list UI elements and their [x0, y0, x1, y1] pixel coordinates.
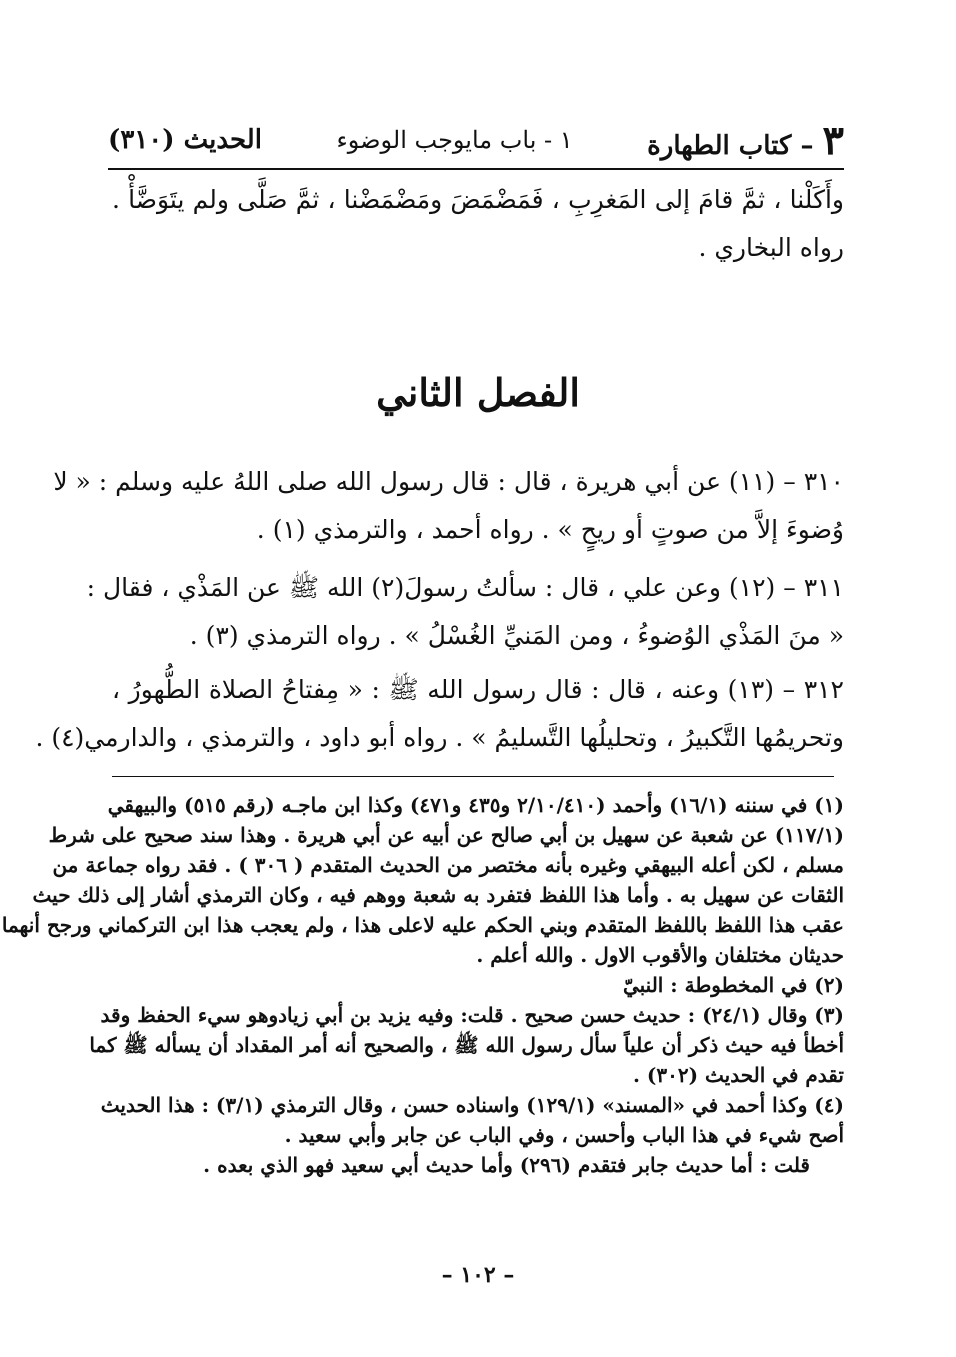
footnote-line: حديثان مختلفان والأقوب الاول . والله أعلم . — [476, 943, 844, 967]
footnote-line: أصح شيء في هذا الباب وأحسن ، وفي الباب عن جابر وأبي سعيد . — [284, 1123, 844, 1147]
hadith-reference: الحديث (٣١٠) — [108, 125, 262, 155]
footnote-line: قلت : أما حديث جابر فتقدم (٢٩٦) وأما حديث أبي سعيد فهو الذي بعده . — [203, 1153, 810, 1177]
book-number: ٣ — [822, 116, 844, 164]
text-line: « منَ المَذْي الوُضوءُ ، ومن المَنيِّ الغُسْلُ » . رواه الترمذي (٣) . — [189, 621, 844, 650]
footnote-line: مسلم ، لكن أعله البيهقي وغيره بأنه مختصر من الحديث المتقدم ( ٣٠٦ ) . فقد رواه جماعة من — [52, 853, 844, 877]
footnote-line: (٤) وكذا أحمد في «المسند» (١٢٩/١) واسناده حسن ، وقال الترمذي (٣/١) : هذا الحديث — [100, 1093, 844, 1117]
hadith-312 — [35, 666, 844, 762]
footnote-separator — [112, 776, 834, 777]
footnote-line: تقدم في الحديث (٣٠٢) . — [632, 1063, 844, 1087]
footnote-line: (٢) في المخطوطة : النبيّ — [622, 973, 844, 997]
text-line: وأَكَلْنا ، ثمَّ قامَ إلى المَغرِبِ ، فَمَضْمَضَ ومَضْمَضْنا ، ثمَّ صَلَّى ولم يتَوَضَّأْ . — [112, 185, 844, 214]
footnote-line: (١) في سننه (١٦/١) وأحمد (٢/١٠/٤١٠ و٤٣٥ و٤٧١) وكذا ابن ماجـه (رقم ٥١٥) والبيهقي — [107, 793, 844, 817]
text-line: ٣١٢ – (١٣) وعنه ، قال : قال رسول الله ﷺ : « مِفتاحُ الصلاة الطُّهورُ ، — [112, 675, 844, 704]
footnote-line: عقب هذا اللفظ باللفظ المتقدم وبني الحكم عليه لاعلى هذا ، ولم يعجب هذا ابن التركماني ورجح أنهما — [1, 913, 844, 937]
book-title-text: – كتاب الطهارة — [647, 130, 814, 161]
text-line: وُضوءَ إلاَّ من صوتٍ أو ريحٍ » . رواه أحمد ، والترمذي (١) . — [256, 515, 844, 544]
hadith-310 — [53, 458, 844, 554]
chapter-title: ١ - باب مايوجب الوضوء — [336, 126, 573, 154]
footnote-line: (١١٧/١) عن شعبة عن سهيل بن أبي صالح عن أبيه عن أبي هريرة . وهذا سند صحيح على شرط — [48, 823, 844, 847]
book-title — [647, 117, 844, 164]
footnotes — [1, 790, 844, 1180]
page-number: – ١٠٢ – — [441, 1262, 515, 1288]
text-line: رواه البخاري . — [698, 233, 844, 262]
footnote-line: أخطأ فيه حيث ذكر أن علياً سأل رسول الله ﷺ ، والصحيح أنه أمر المقداد أن يسأله ﷺ كما — [89, 1033, 844, 1057]
text-line: ٣١٠ – (١١) عن أبي هريرة ، قال : قال رسول الله صلى اللهُ عليه وسلم : « لا — [53, 467, 844, 496]
footnote-line: الثقات عن سهيل به . وأما هذا اللفظ فتفرد به شعبة ووهم فيه ، وكان الترمذي أشار إلى ذلك حيث — [32, 883, 844, 907]
running-header — [108, 112, 844, 170]
continuation-text — [112, 176, 844, 272]
footnote-line: (٣) وقال (٢٤/١) : حديث حسن صحيح . قلت: وفيه يزيد بن أبي زيادوهو سيء الحفظ وقد — [100, 1003, 844, 1027]
hadith-311 — [86, 564, 844, 660]
text-line: ٣١١ – (١٢) وعن علي ، قال : سألتُ رسولَ(٢) الله ﷺ عن المَذْي ، فقال : — [86, 573, 844, 602]
section-title: الفصل الثاني — [376, 370, 580, 415]
text-line: وتحريمُها التَّكبيرُ ، وتحليلُها التَّسليمُ » . رواه أبو داود ، والترمذي ، والدارمي(٤) . — [35, 723, 844, 752]
